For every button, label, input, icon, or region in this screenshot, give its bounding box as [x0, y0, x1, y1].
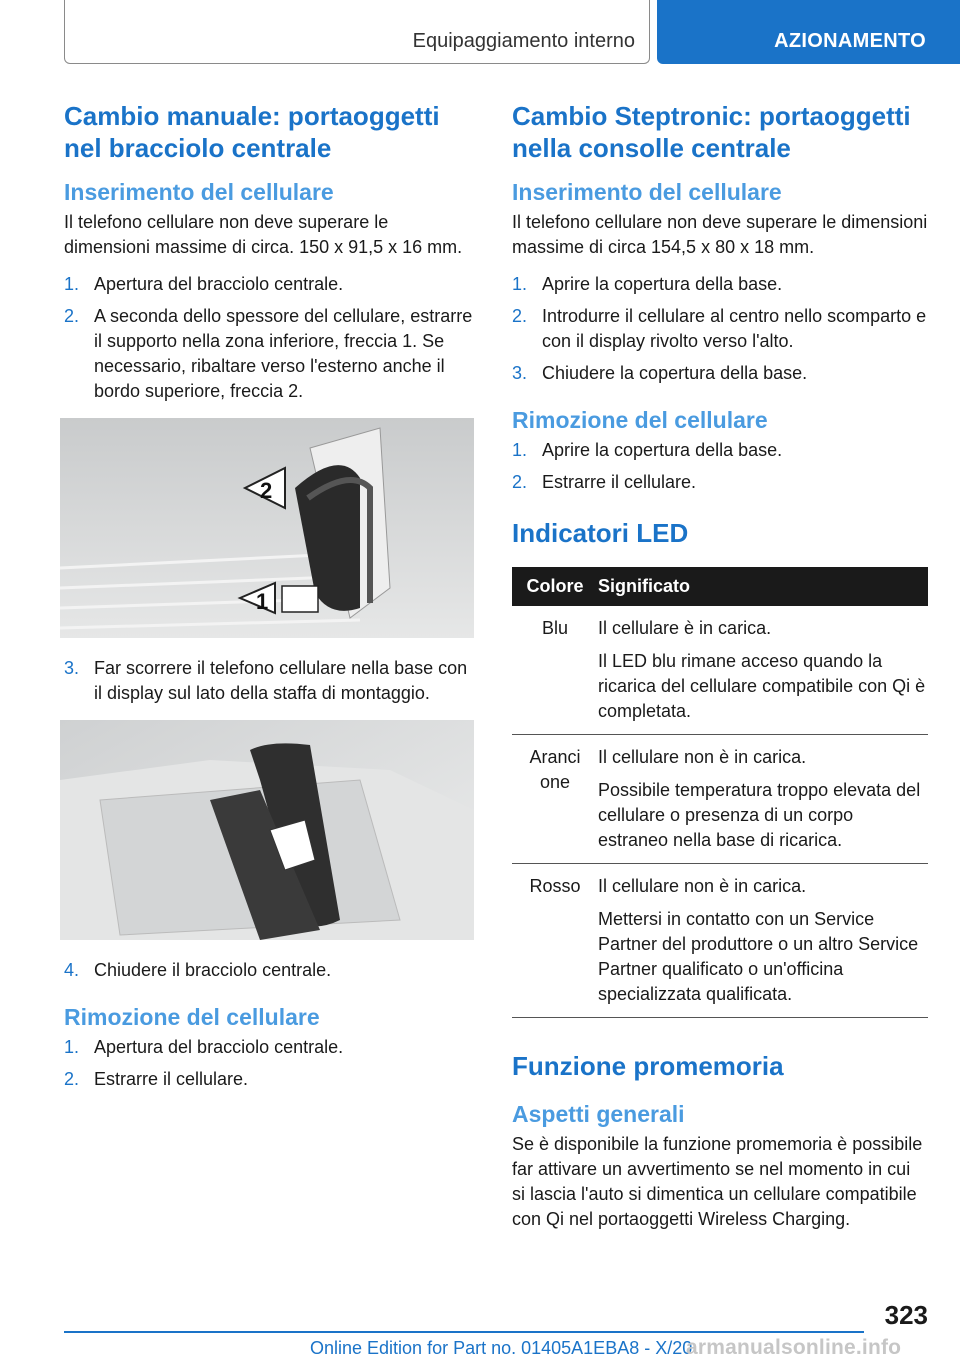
led-meaning-cell — [598, 735, 928, 864]
list-item — [512, 470, 928, 495]
left-title: Cambio manuale: portaoggetti nel bracciolo centrale — [64, 101, 440, 163]
right-insert-steps — [512, 272, 928, 386]
left-step3-list — [64, 656, 476, 706]
list-item — [64, 958, 476, 983]
step-text: A seconda dello spessore del cellulare, estrarre il supporto nella zona inferiore, freccia 1. Se necessario, ribaltare verso l'esterno anche il bordo superiore, freccia 2. — [94, 306, 473, 401]
step-number: 3. — [512, 363, 528, 383]
meaning-line: Il cellulare è in carica. — [598, 618, 772, 638]
step-number: 1. — [64, 1037, 80, 1057]
list-item — [64, 1035, 476, 1060]
table-row — [512, 864, 928, 1018]
right-column — [512, 100, 928, 1244]
list-item — [512, 438, 928, 463]
phone-in-console-image — [60, 720, 474, 940]
list-item — [64, 656, 476, 706]
led-color-cell: Rosso — [512, 864, 598, 1018]
watermark-text: armanualsonline.info — [686, 1336, 902, 1359]
step-number: 1. — [512, 274, 528, 294]
section-title: Equipaggiamento interno — [412, 30, 635, 52]
left-remove-steps — [64, 1035, 476, 1092]
general-heading: Aspetti generali — [512, 1101, 685, 1127]
led-heading: Indicatori LED — [512, 518, 689, 548]
chapter-tab-label: AZIONAMENTO — [774, 30, 926, 52]
left-insert-heading: Inserimento del cellulare — [64, 179, 334, 205]
step-number: 1. — [64, 274, 80, 294]
list-item — [512, 361, 928, 386]
step-text: Chiudere la copertura della base. — [542, 363, 808, 383]
step-text: Estrarre il cellulare. — [94, 1069, 249, 1089]
step-number: 2. — [512, 306, 528, 326]
step-text: Aprire la copertura della base. — [542, 274, 783, 294]
step-text: Aprire la copertura della base. — [542, 440, 783, 460]
table-row — [512, 606, 928, 735]
list-item — [64, 1067, 476, 1092]
step-text: Apertura del bracciolo centrale. — [94, 1037, 344, 1057]
right-title: Cambio Steptronic: portaoggetti nella consolle centrale — [512, 101, 911, 163]
page-number: 323 — [884, 1300, 928, 1330]
table-row — [512, 735, 928, 864]
meaning-line: Possibile temperatura troppo elevata del cellulare o presenza di un corpo estraneo nella base di ricarica. — [598, 780, 921, 850]
header-section-box — [64, 0, 650, 64]
meaning-line: Mettersi in contatto con un Service Partner del produttore o un altro Service Partner qualificato o un'officina specializzata qualificata. — [598, 909, 919, 1004]
step-number: 2. — [64, 1069, 80, 1089]
led-meaning-cell — [598, 606, 928, 735]
meaning-line: Il LED blu rimane acceso quando la ricarica del cellulare compatibile con Qi è completata. — [598, 651, 926, 721]
left-column — [64, 100, 476, 1106]
arrow-label-1: 1 — [256, 589, 269, 614]
footer-divider — [64, 1331, 864, 1333]
led-table — [512, 567, 928, 1018]
right-insert-heading: Inserimento del cellulare — [512, 179, 782, 205]
right-remove-steps — [512, 438, 928, 495]
left-insert-intro: Il telefono cellulare non deve superare le dimensioni massime di circa. 150 x 91,5 x 16 mm. — [64, 212, 463, 257]
right-remove-heading: Rimozione del cellulare — [512, 407, 768, 433]
left-remove-heading: Rimozione del cellulare — [64, 1004, 320, 1030]
left-insert-steps — [64, 272, 476, 404]
list-item — [64, 272, 476, 297]
step-text: Apertura del bracciolo centrale. — [94, 274, 344, 294]
column-header-significato: Significato — [598, 567, 928, 606]
table-header-row — [512, 567, 928, 606]
step-text: Chiudere il bracciolo centrale. — [94, 960, 332, 980]
led-color-cell: Blu — [512, 606, 598, 735]
right-insert-intro: Il telefono cellulare non deve superare le dimensioni massime di circa 154,5 x 80 x 18 mm. — [512, 212, 928, 257]
step-number: 2. — [64, 306, 80, 326]
meaning-line: Il cellulare non è in carica. — [598, 747, 807, 767]
armrest-holder-image — [60, 418, 474, 638]
step-number: 4. — [64, 960, 80, 980]
step-number: 1. — [512, 440, 528, 460]
step-text: Introdurre il cellulare al centro nello scomparto e con il display rivolto verso l'alto. — [542, 306, 927, 351]
step-text: Estrarre il cellulare. — [542, 472, 697, 492]
chapter-tab[interactable] — [657, 0, 960, 64]
edition-text: Online Edition for Part no. 01405A1EBA8 - X/20 — [310, 1338, 693, 1358]
meaning-line: Il cellulare non è in carica. — [598, 876, 807, 896]
left-step4-list — [64, 958, 476, 983]
list-item — [512, 272, 928, 297]
step-text: Far scorrere il telefono cellulare nella base con il display sul lato della staffa di montaggio. — [94, 658, 468, 703]
arrow-label-2: 2 — [260, 478, 273, 503]
led-meaning-cell — [598, 864, 928, 1018]
list-item — [512, 304, 928, 354]
step-number: 3. — [64, 658, 80, 678]
step-number: 2. — [512, 472, 528, 492]
general-text: Se è disponibile la funzione promemoria è possibile far attivare un avvertimento se nel momento in cui si lascia l'auto si dimentica un cellulare compatibile con Qi nel portaoggetti Wireless Charging. — [512, 1134, 923, 1229]
column-header-colore: Colore — [512, 567, 598, 606]
reminder-heading: Funzione promemoria — [512, 1051, 784, 1081]
list-item — [64, 304, 476, 404]
led-color-cell — [512, 735, 598, 864]
led-color-text: Arancione — [529, 747, 581, 792]
